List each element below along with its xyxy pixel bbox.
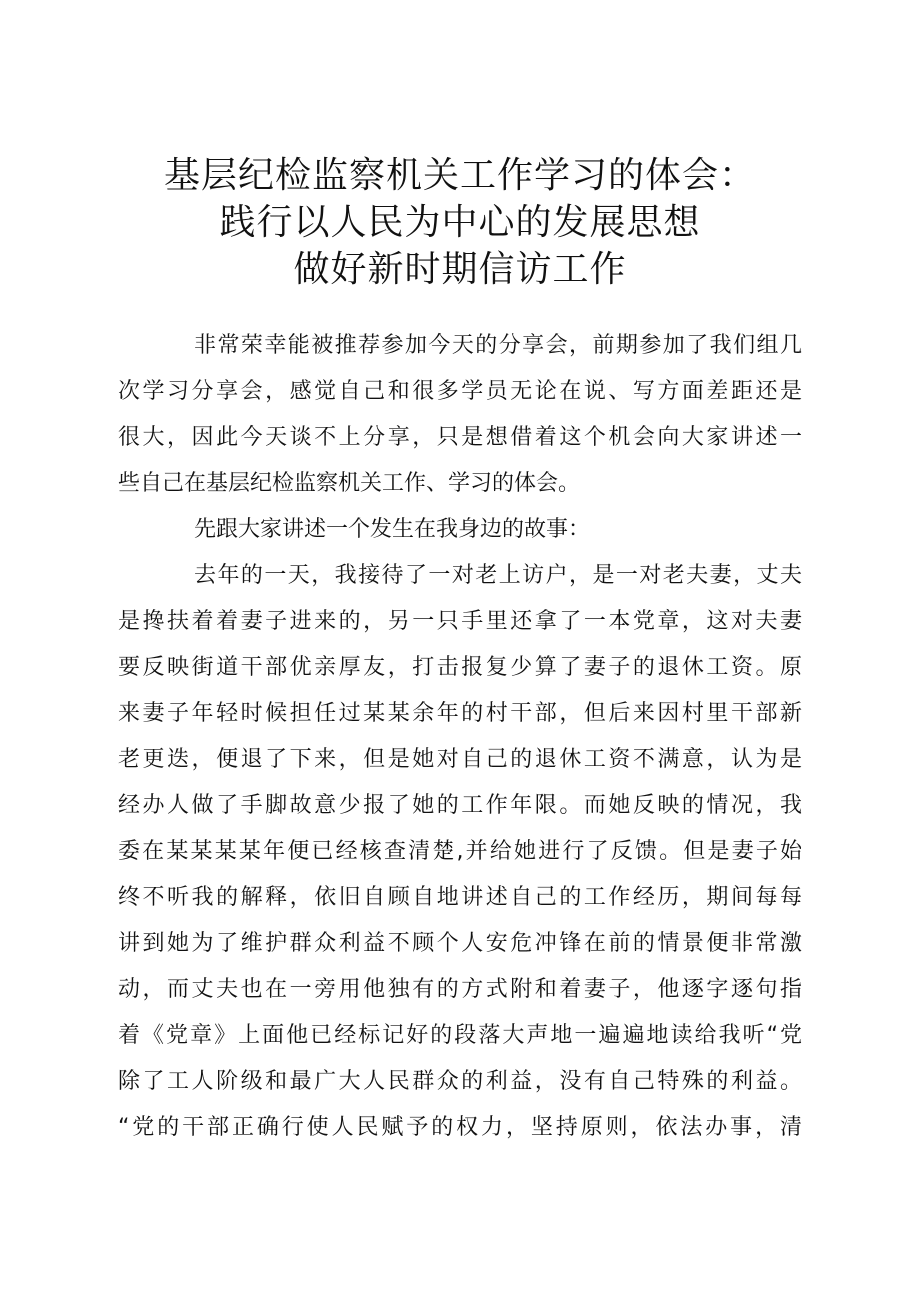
paragraph-line: 去年的一天，我接待了一对老上访户，是一对老夫妻，丈夫 <box>194 563 802 588</box>
title-line-3: 做好新时期信访工作 <box>293 249 627 290</box>
paragraph-line: 着《党章》上面他已经标记好的段落大声地一遍遍地读给我听“党 <box>118 1023 802 1048</box>
title-line-1: 基层纪检监察机关工作学习的体会： <box>163 155 756 196</box>
paragraph-line: 经办人做了手脚故意少报了她的工作年限。而她反映的情况，我 <box>118 793 802 818</box>
paragraph-line: 先跟大家讲述一个发生在我身边的故事： <box>194 517 591 542</box>
paragraph-line: 是搀扶着着妻子进来的，另一只手里还拿了一本党章，这对夫妻 <box>118 609 802 634</box>
document-title <box>0 152 920 293</box>
paragraph-line: 除了工人阶级和最广大人民群众的利益，没有自己特殊的利益。 <box>118 1069 802 1094</box>
paragraph-1 <box>118 323 802 507</box>
paragraph-line: 些自己在基层纪检监察机关工作、学习的体会。 <box>118 471 581 496</box>
paragraph-line: 讲到她为了维护群众利益不顾个人安危冲锋在前的情景便非常激 <box>118 931 802 956</box>
paragraph-line: “党的干部正确行使人民赋予的权力，坚持原则，依法办事，清 <box>118 1115 802 1140</box>
paragraph-line: 非常荣幸能被推荐参加今天的分享会，前期参加了我们组几 <box>194 333 802 358</box>
paragraph-3 <box>118 553 802 1151</box>
paragraph-2 <box>118 507 802 553</box>
title-line-2: 践行以人民为中心的发展思想 <box>219 202 701 243</box>
paragraph-line: 终不听我的解释，依旧自顾自地讲述自己的工作经历，期间每每 <box>118 885 802 910</box>
paragraph-line: 老更迭，便退了下来，但是她对自己的退休工资不满意，认为是 <box>118 747 802 772</box>
paragraph-line: 次学习分享会，感觉自己和很多学员无论在说、写方面差距还是 <box>118 379 802 404</box>
paragraph-line: 委在某某某某年便已经核查清楚,并给她进行了反馈。但是妻子始 <box>118 839 802 864</box>
paragraph-line: 动，而丈夫也在一旁用他独有的方式附和着妻子，他逐字逐句指 <box>118 977 802 1002</box>
paragraph-line: 来妻子年轻时候担任过某某余年的村干部，但后来因村里干部新 <box>118 701 802 726</box>
paragraph-line: 要反映街道干部优亲厚友，打击报复少算了妻子的退休工资。原 <box>118 655 802 680</box>
document-body <box>118 323 802 1151</box>
paragraph-line: 很大，因此今天谈不上分享，只是想借着这个机会向大家讲述一 <box>118 425 802 450</box>
